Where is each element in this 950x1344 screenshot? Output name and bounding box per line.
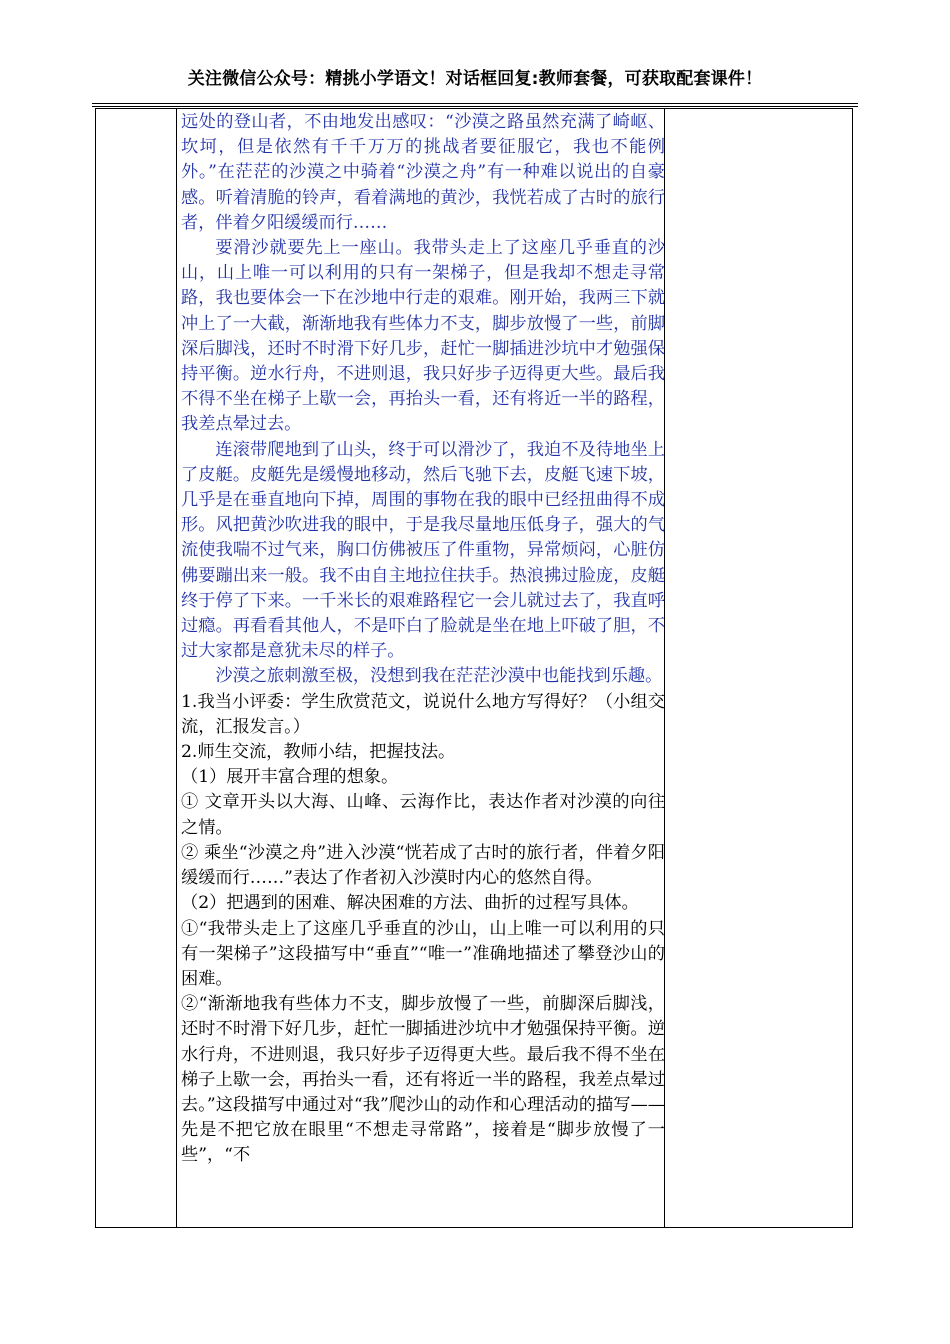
analysis-item: 2.师生交流，教师小结，把握技法。 xyxy=(181,742,456,763)
analysis-item: 1.我当小评委：学生欣赏范文，说说什么地方写得好？（小组交流，汇报发言。） xyxy=(181,691,665,737)
essay-paragraph: 远处的登山者，不由地发出感叹：“沙漠之路虽然充满了崎岖、坎坷，但是依然有千千万万的挑战者要征服它，我也不能例外。”在茫茫的沙漠之中骑着“沙漠之舟”有一种难以说出的自豪感。听着清脆的铃声，看着满地的黄沙，我恍若成了古时的旅行者，伴着夕阳缓缓而行…… xyxy=(181,112,665,233)
table-column-divider-left xyxy=(176,109,177,1227)
analysis-item: （2）把遇到的困难、解决困难的方法、曲折的过程写具体。 xyxy=(181,893,639,914)
header-rule-top xyxy=(92,103,858,104)
header-rule-bottom xyxy=(92,106,858,107)
essay-paragraph: 要滑沙就要先上一座山。我带头走上了这座几乎垂直的沙山，山上唯一可以利用的只有一架梯子，但是我却不想走寻常路，我也要体会一下在沙地中行走的艰难。刚开始，我两三下就冲上了一大截，渐渐地我有些体力不支，脚步放慢了一些，前脚深后脚浅，还时不时滑下好几步，赶忙一脚插进沙坑中才勉强保持平衡。逆水行舟，不进则退，我只好步子迈得更大些。最后我不得不坐在梯子上歇一会，再抬头一看，还有将近一半的路程，我差点晕过去。 xyxy=(181,238,665,435)
essay-paragraph: 沙漠之旅刺激至极，没想到我在茫茫沙漠中也能找到乐趣。 xyxy=(215,666,663,687)
analysis-item: ② 乘坐“沙漠之舟”进入沙漠“恍若成了古时的旅行者，伴着夕阳缓缓而行……”表达了作者初入沙漠时内心的悠然自得。 xyxy=(181,842,665,889)
analysis-item: ②“渐渐地我有些体力不支，脚步放慢了一些，前脚深后脚浅，还时不时滑下好几步，赶忙一脚插进沙坑中才勉强保持平衡。逆水行舟，不进则退，我只好步子迈得更大些。最后我不得不坐在梯子上歇一会，再抬头一看，还有将近一半的路程，我差点晕过去。”这段描写中通过对“我”爬沙山的动作和心理活动的描写——先是不把它放在眼里“不想走寻常路”，接着是“脚步放慢了一些”，“不 xyxy=(181,994,665,1166)
lesson-content-cell xyxy=(181,110,665,1169)
model-essay xyxy=(181,110,665,690)
analysis-item: （1）展开丰富合理的想象。 xyxy=(181,767,399,788)
page-header: 关注微信公众号：精挑小学语文！对话框回复:教师套餐，可获取配套课件！ xyxy=(187,69,763,89)
analysis-item: ① 文章开头以大海、山峰、云海作比，表达作者对沙漠的向往之情。 xyxy=(181,792,665,838)
analysis-item: ①“我带头走上了这座几乎垂直的沙山，山上唯一可以利用的只有一架梯子”这段描写中“垂直”“唯一”准确地描述了攀登沙山的困难。 xyxy=(181,918,665,989)
essay-paragraph: 连滚带爬地到了山头，终于可以滑沙了，我迫不及待地坐上了皮艇。皮艇先是缓慢地移动，然后飞驰下去，皮艇飞速下坡，几乎是在垂直地向下掉，周围的事物在我的眼中已经扭曲得不成形。风把黄沙吹进我的眼中，于是我尽量地压低身子，强大的气流使我喘不过气来，胸口仿佛被压了件重物，异常烦闷，心脏仿佛要蹦出来一般。我不由自主地拉住扶手。热浪拂过脸庞，皮艇终于停了下来。一千米长的艰难路程它一会儿就过去了，我直呼过瘾。再看看其他人，不是吓白了脸就是坐在地上吓破了胆，不过大家都是意犹未尽的样子。 xyxy=(181,439,665,662)
teaching-analysis xyxy=(181,690,665,1169)
